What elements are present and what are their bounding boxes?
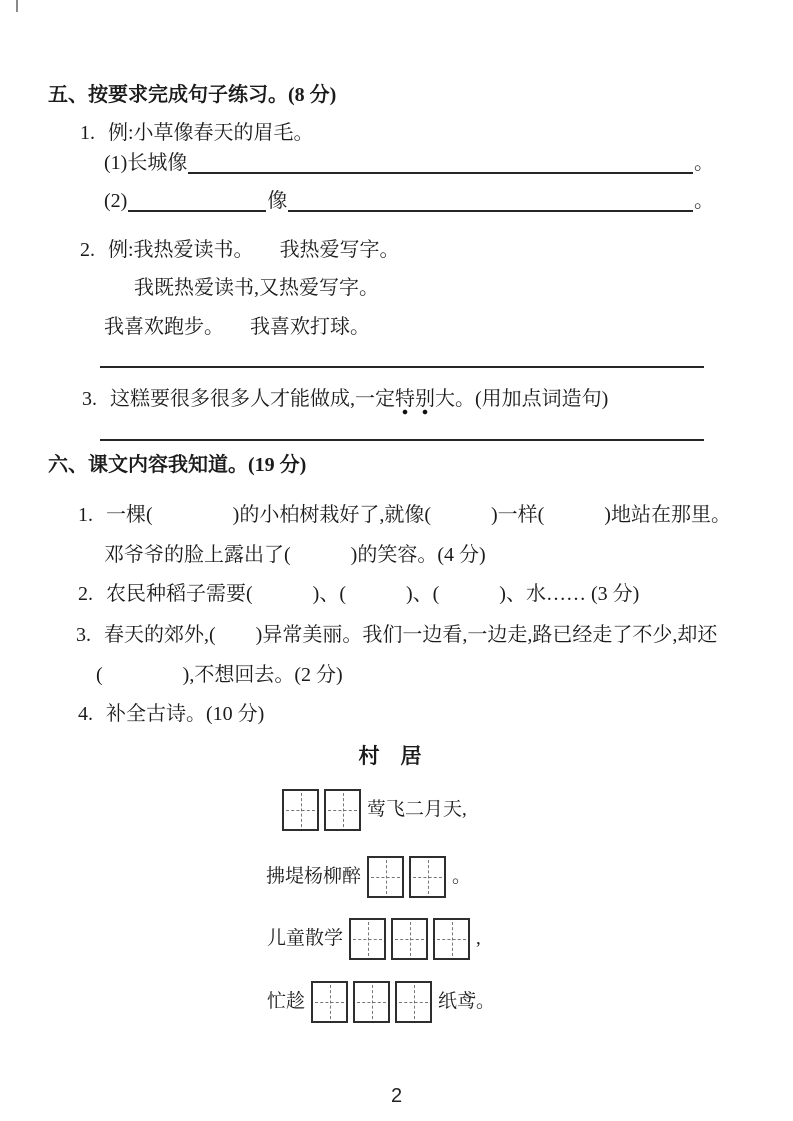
answer-blank-line <box>188 152 693 174</box>
section6-title: 六、课文内容我知道。 <box>48 454 248 476</box>
s5-q2-number: 2. <box>80 239 95 261</box>
poem-line-2-period: 。 <box>452 866 472 887</box>
section6-points: (19 分) <box>248 454 307 476</box>
print-mark <box>16 0 18 12</box>
s6-q2-row <box>78 581 639 607</box>
s5-q1-sub1-period: 。 <box>694 152 714 174</box>
poem-line-1-text: 莺飞二月天, <box>367 799 467 820</box>
poem-line-3-boxes <box>349 918 470 960</box>
poem-line-3 <box>267 918 481 960</box>
tianzige-box <box>395 981 432 1023</box>
poem-line-3-comma: , <box>476 928 481 949</box>
poem-line-3-text: 儿童散学 <box>267 928 344 949</box>
s6-q1-number: 1. <box>78 504 93 526</box>
tianzige-box <box>282 789 319 831</box>
poem-line-4-boxes <box>311 981 432 1023</box>
s5-q3-text-before: 这糕要很多很多人才能做成,一定 <box>110 388 395 410</box>
s5-q1-number: 1. <box>80 122 95 144</box>
answer-blank-line <box>128 190 266 212</box>
poem-line-1-boxes <box>282 789 361 831</box>
tianzige-box <box>311 981 348 1023</box>
s6-q1-line2: 邓爷爷的脸上露出了( )的笑容。(4 分) <box>104 544 486 566</box>
s6-q1-row1 <box>78 502 731 528</box>
s5-q2-task-a: 我喜欢跑步。 <box>104 316 224 338</box>
section5-points: (8 分) <box>288 84 337 106</box>
poem-line-4 <box>267 981 495 1023</box>
s5-q2-example-a: 例:我热爱读书。 <box>108 239 254 261</box>
poem-line-4-end: 纸鸢。 <box>438 991 496 1012</box>
s5-q3-text-after: 大。(用加点词造句) <box>435 388 609 410</box>
poem-line-4-text: 忙趁 <box>267 991 306 1012</box>
section6-heading <box>48 452 306 478</box>
answer-blank-line <box>288 190 693 212</box>
s5-q2-merged-row <box>134 275 379 301</box>
s5-q3-emphasized-word: 特别 <box>395 388 435 415</box>
tianzige-box <box>391 918 428 960</box>
poem-line-2 <box>266 856 471 898</box>
answer-line <box>100 439 704 441</box>
s5-q2-task-row <box>104 314 370 340</box>
s5-q3-number: 3. <box>82 388 97 410</box>
tianzige-box <box>367 856 404 898</box>
s6-q3-line2: ( ),不想回去。(2 分) <box>96 664 343 686</box>
s6-q2-number: 2. <box>78 583 93 605</box>
s6-q2-line1: 农民种稻子需要( )、( )、( )、水…… (3 分) <box>106 583 640 605</box>
s5-q1-sub2-period: 。 <box>694 190 714 212</box>
section5-heading <box>48 82 336 108</box>
s5-q2-merged-text: 我既热爱读书,又热爱写字。 <box>134 277 379 299</box>
s6-q3-number: 3. <box>76 624 91 646</box>
tianzige-box <box>324 789 361 831</box>
page-number: 2 <box>390 1085 403 1107</box>
s6-q4-number: 4. <box>78 703 93 725</box>
answer-line <box>100 366 704 368</box>
s5-q1-sub1-label: (1)长城像 <box>104 152 188 174</box>
s6-q4-row <box>78 701 264 727</box>
s6-q1-line1: 一棵( )的小柏树栽好了,就像( )一样( )地站在那里。 <box>106 504 731 526</box>
s6-q1-row2 <box>104 542 486 568</box>
poem-line-1 <box>282 789 467 831</box>
tianzige-box <box>433 918 470 960</box>
s5-q1-example-row <box>80 120 314 146</box>
s5-q1-sub2-row <box>104 188 714 214</box>
s6-q4-line1: 补全古诗。(10 分) <box>106 703 265 725</box>
s5-q1-sub1-row <box>104 150 714 176</box>
s6-q3-line1: 春天的郊外,( )异常美丽。我们一边看,一边走,路已经走了不少,却还 <box>104 624 718 646</box>
poem-title: 村 居 <box>358 745 422 768</box>
s5-q1-example-text: 例:小草像春天的眉毛。 <box>108 122 314 144</box>
poem-line-2-text: 拂堤杨柳醉 <box>266 866 362 887</box>
s6-q3-row1 <box>76 622 717 648</box>
s5-q2-task-b: 我喜欢打球。 <box>250 316 370 338</box>
s6-q3-row2 <box>96 662 343 688</box>
s5-q1-sub2-label: (2) <box>104 190 128 212</box>
tianzige-box <box>409 856 446 898</box>
s5-q2-example-b: 我热爱写字。 <box>279 239 400 261</box>
s5-q1-sub2-mid: 像 <box>267 190 288 212</box>
section5-title: 五、按要求完成句子练习。 <box>48 84 288 106</box>
s5-q3-row <box>82 386 608 412</box>
s5-q2-example-row <box>80 237 400 263</box>
tianzige-box <box>353 981 390 1023</box>
poem-line-2-boxes <box>367 856 446 898</box>
tianzige-box <box>349 918 386 960</box>
